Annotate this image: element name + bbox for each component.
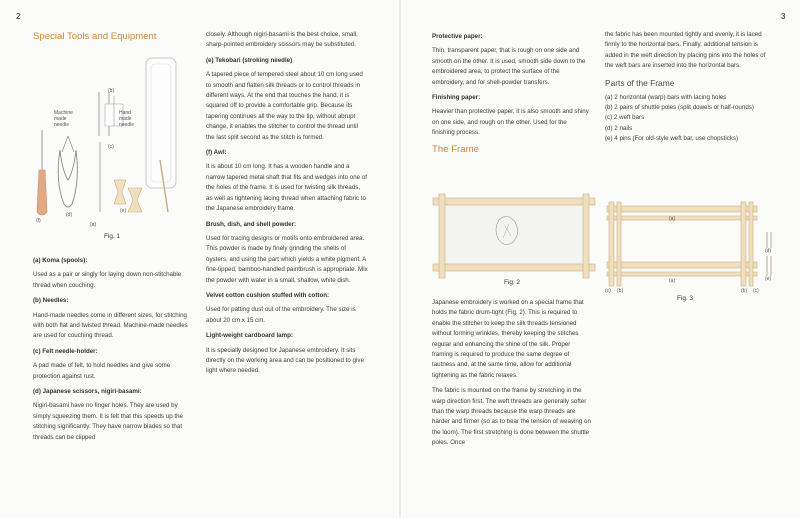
left-page [0, 0, 399, 518]
entry-finishing-paper-text: Heavier than protective paper, it is also smooth and shiny on one side, and rough on the other. Used for the finishing process. [432, 108, 589, 137]
entry-felt-holder-text: A pad made of felt, to hold needles and give some protection against rust. [33, 362, 171, 380]
koma-spool-2 [128, 188, 142, 212]
nigiri-basami-scissors [58, 150, 77, 207]
entry-brush [206, 220, 368, 286]
entry-brush-heading: Brush, dish, and shell powder: [206, 220, 297, 228]
fig1-label-f: (f) [36, 218, 41, 224]
entry-tekobari-heading: (e) Tekobari (stroking needle) [206, 56, 293, 64]
fig3-label-a-top: (a) [669, 216, 676, 222]
fig1-label-d: (d) [66, 212, 73, 218]
right-page [401, 0, 800, 518]
entry-koma-text: Used as a pair or singly for laying down non-stitchable thread when couching. [33, 271, 182, 289]
fig1-label-c: (c) [108, 144, 114, 150]
figure-1-tools [30, 52, 195, 242]
frame-continued-text: the fabric has been mounted tightly and evenly, it is laced firmly to the horizontal bars. Finally, additional tension is added in the weft direction by placing pins into the holes of the weft bars are inserted into the horizontal bars. [605, 31, 766, 70]
entry-lamp-heading: Light-weight cardboard lamp: [206, 332, 293, 340]
entry-koma [33, 256, 191, 291]
fig3-label-b-left: (b) [617, 288, 624, 294]
fig3-label-d: (d) [765, 248, 772, 254]
fig1-label-b: (b) [108, 88, 115, 94]
entry-cushion [206, 291, 368, 326]
entry-needles-heading: (b) Needles: [33, 297, 69, 305]
figure-2-frame [429, 190, 599, 288]
entry-cushion-heading: Velvet cotton cushion stuffed with cotton: [206, 291, 330, 299]
figure-2-drawing [429, 190, 599, 288]
frame-paragraph-2: The fabric is mounted on the frame by stretching in the warp direction first. The weft threads are generally softer than the warp threads because the warp threads are harder and firmer (so as to bear the tension of weaving on the loom). The first stretching is done between the shuttle poles. Once [432, 387, 591, 447]
right-column-1-bottom [432, 298, 592, 454]
section-title-frame: The Frame [432, 143, 479, 155]
entry-felt-holder-heading: (c) Felt needle-holder: [33, 347, 98, 355]
entry-protective-paper-heading: Protective paper: [432, 33, 483, 40]
fig3-label-c-right: (c) [753, 288, 759, 294]
parts-list [605, 93, 771, 145]
fig1-caption: Fig. 1 [104, 233, 120, 240]
entry-awl-heading: (f) Awl: [206, 149, 227, 157]
left-title-block [33, 31, 157, 49]
fig3-label-c-left: (c) [605, 288, 611, 294]
fig1-label-hand-needle: Hand made needle [119, 110, 135, 128]
figure-3-frame-parts [601, 196, 781, 306]
left-column-1 [33, 254, 191, 448]
entry-tekobari [206, 56, 368, 143]
parts-of-frame-title: Parts of the Frame [605, 77, 675, 88]
parts-item-d: (d) 2 nails [605, 124, 633, 132]
entry-felt-holder [33, 347, 191, 382]
fig1-label-a: (a) [90, 222, 97, 228]
left-column-2 [206, 30, 368, 382]
entry-lamp [206, 331, 368, 377]
fig3-label-a-bottom: (a) [669, 278, 676, 284]
page-number-left: 2 [16, 12, 21, 21]
entry-protective-paper [432, 32, 590, 88]
fig3-label-e: (e) [765, 276, 772, 282]
entry-brush-text: Used for tracing designs or motifs onto embroidered area. This powder is made by finely grinding the shells of oysters, and using the part which yields a white pigment. A fine-tipped, bamboo-handled paintbrush is appropriate. Mix the powder with water in a small, shallow, white dish. [206, 234, 368, 284]
entry-awl-text: It is about 10 cm long. It has a wooden handle and a narrow tapered metal shaft that fits and wedges into one of the holes of the frame. It is used for twisting silk threads, as well as tightening lacing thread when attaching fabric to the Japanese embroidery frame. [206, 163, 367, 213]
entry-protective-paper-text: Thin, transparent paper, that is rough on one side and smooth on the other. It is used, smooth side down to the embroidered area, to protect the surface of the embroidery, and for shell-powder transfers. [432, 47, 586, 86]
fig2-caption: Fig. 2 [504, 279, 520, 286]
fig3-caption: Fig. 3 [677, 295, 693, 302]
entry-scissors [33, 387, 191, 443]
entry-awl [206, 148, 368, 214]
entry-lamp-text: It is specially designed for Japanese embroidery. It sits directly on the working area and can be positioned to give light where needed. [206, 346, 364, 375]
parts-item-a: (a) 2 horizontal (warp) bars with lacing holes [605, 93, 727, 101]
fig3-label-b-right: (b) [741, 288, 748, 294]
entry-needles-text: Hand-made needles come in different sizes, for stitching with both flat and twisted thread. Machine-made needles are used for couching thread. [33, 311, 188, 340]
parts-item-b: (b) 2 pairs of shuttle poles (split dowels or half-rounds) [605, 104, 754, 112]
entry-finishing-paper [432, 93, 590, 139]
entry-tekobari-text: A tapered piece of tempered steel about 10 cm long used to smooth and flatten silk threads or to control threads in different ways. At the end that touches the hand, it is squared off to provide a comfortable grip. Because its tapering continues all the way to the tip, without abrupt change, it enables the stitcher to control the thread until the last split second as the stitch is formed. [206, 71, 363, 141]
entry-scissors-text: Nigiri-basami have no finger holes. They are used by simply squeezing them. It is felt that this speeds up the stitching significantly. They have narrow blades so that threads can be clipped [33, 402, 183, 441]
entry-finishing-paper-heading: Finishing paper: [432, 94, 481, 102]
right-column-2 [605, 30, 771, 150]
entry-needles [33, 296, 191, 342]
entry-cushion-text: Used for patting dust out of the embroidery. The size is about 20 cm x 15 cm. [206, 306, 356, 324]
frame-paragraph-1: Japanese embroidery is worked on a special frame that holds the fabric drum-tight (Fig. 2). This is required to enable the stitcher to keep the silk threads tensioned without forming wrinkles, thereby keeping the stitches regular and enhancing the shine of the silk. Proper framing is required to produce the same degree of tautness and, at the same time, allow for additional tightening as the fabric relaxes. [432, 299, 584, 379]
awl-handle [37, 170, 47, 215]
koma-spool-1 [114, 180, 126, 204]
entry-scissors-heading: (d) Japanese scissors, nigiri-basami: [33, 388, 142, 396]
entry-koma-heading: (a) Koma (spools): [33, 257, 88, 264]
page-number-right: 3 [781, 12, 786, 21]
fig1-label-e: (e) [120, 208, 127, 214]
scissors-continued-text: closely. Although nigiri-basami is the best choice, small, sharp-pointed embroidery scissors may be substituted. [206, 31, 358, 49]
parts-item-e: (e) 4 pins (For old-style weft bar, use chopsticks) [605, 135, 739, 143]
parts-item-c: (c) 2 weft bars [605, 114, 645, 122]
fig1-label-machine-needle: Machine made needle [54, 110, 73, 128]
section-title-special-tools: Special Tools and Equipment [33, 31, 157, 42]
right-column-1-top [432, 30, 590, 162]
